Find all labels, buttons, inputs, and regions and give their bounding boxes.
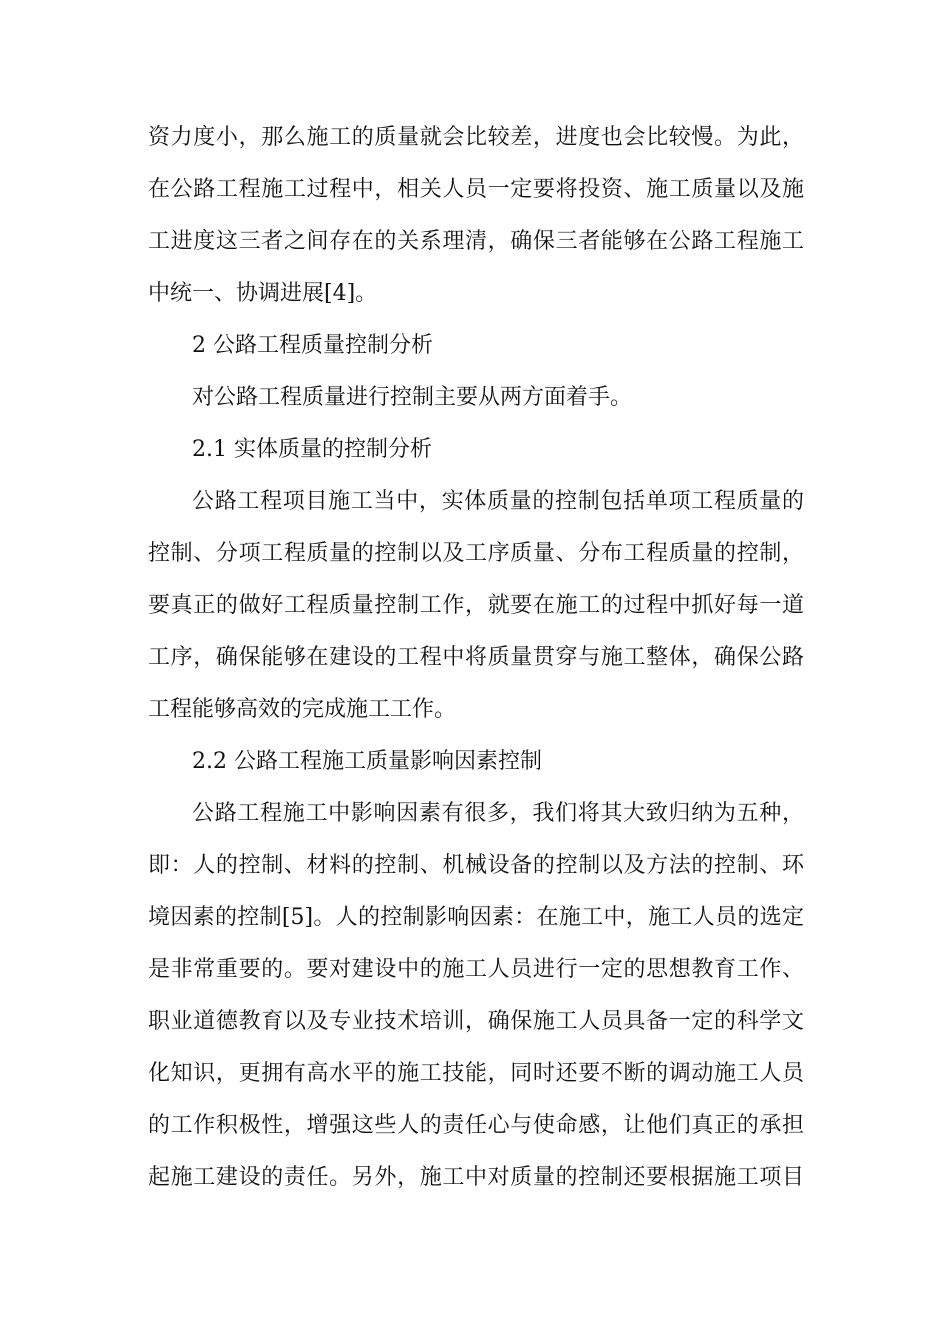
paragraph-line: 控制、分项工程质量的控制以及工序质量、分布工程质量的控制， bbox=[148, 541, 804, 566]
paragraph-line: 起施工建设的责任。另外，施工中对质量的控制还要根据施工项目 bbox=[148, 1165, 804, 1190]
paragraph-line: 境因素的控制[5]。人的控制影响因素：在施工中，施工人员的选定 bbox=[148, 905, 804, 930]
paragraph-line: 在公路工程施工过程中，相关人员一定要将投资、施工质量以及施 bbox=[148, 177, 804, 202]
subsection-heading: 2.2 公路工程施工质量影响因素控制 bbox=[192, 749, 542, 774]
paragraph-line: 资力度小，那么施工的质量就会比较差，进度也会比较慢。为此， bbox=[148, 125, 804, 150]
paragraph-line: 职业道德教育以及专业技术培训，确保施工人员具备一定的科学文 bbox=[148, 1009, 804, 1034]
document-body bbox=[148, 112, 804, 1204]
paragraph-line: 工进度这三者之间存在的关系理清，确保三者能够在公路工程施工 bbox=[148, 229, 804, 254]
paragraph-line: 是非常重要的。要对建设中的施工人员进行一定的思想教育工作、 bbox=[148, 957, 804, 982]
paragraph-line: 工序，确保能够在建设的工程中将质量贯穿与施工整体，确保公路 bbox=[148, 645, 804, 670]
paragraph-line: 对公路工程质量进行控制主要从两方面着手。 bbox=[192, 385, 633, 410]
section-heading: 2 公路工程质量控制分析 bbox=[192, 333, 433, 358]
paragraph-line: 公路工程项目施工当中，实体质量的控制包括单项工程质量的 bbox=[192, 489, 804, 514]
paragraph-line: 工程能够高效的完成施工工作。 bbox=[148, 697, 457, 722]
paragraph-line: 要真正的做好工程质量控制工作，就要在施工的过程中抓好每一道 bbox=[148, 593, 804, 618]
paragraph-line: 的工作积极性，增强这些人的责任心与使命感，让他们真正的承担 bbox=[148, 1113, 804, 1138]
paragraph-line: 公路工程施工中影响因素有很多，我们将其大致归纳为五种， bbox=[192, 801, 804, 826]
paragraph-line: 即：人的控制、材料的控制、机械设备的控制以及方法的控制、环 bbox=[148, 853, 804, 878]
paragraph-line: 化知识，更拥有高水平的施工技能，同时还要不断的调动施工人员 bbox=[148, 1061, 804, 1086]
paragraph-line: 中统一、协调进展[4]。 bbox=[148, 281, 378, 306]
subsection-heading: 2.1 实体质量的控制分析 bbox=[192, 437, 432, 462]
